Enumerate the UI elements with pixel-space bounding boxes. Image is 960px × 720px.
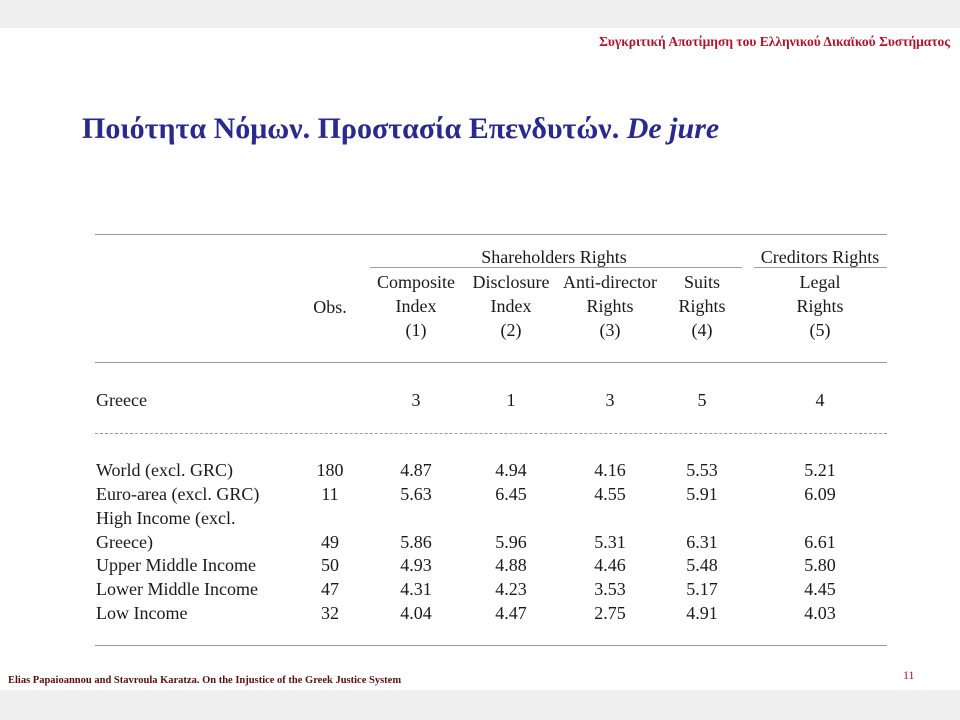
col1-header-line2: Index	[395, 296, 437, 316]
row-world-obs: 180	[316, 460, 344, 480]
row-upper-middle-cell-1: 4.93	[400, 555, 432, 575]
greece-cell-1: 3	[411, 390, 421, 410]
col2-header-line3: (2)	[500, 320, 522, 340]
row-high-income-label: High Income (excl.	[96, 508, 236, 528]
slide-title-italic: De jure	[626, 112, 720, 145]
row-euro-cell-4: 5.91	[686, 484, 718, 504]
col2-header-line1: Disclosure	[472, 272, 550, 292]
row-euro-obs: 11	[321, 484, 339, 504]
row-high-income-cell-4: 6.31	[686, 532, 718, 552]
row-low-income-obs: 32	[321, 603, 339, 623]
footer-authors: Elias Papaioannou and Stavroula Karatza. On the Injustice of the Greek Justice System	[8, 675, 402, 686]
row-upper-middle-cell-2: 4.88	[495, 555, 527, 575]
page-number: 11	[903, 668, 915, 682]
row-high-income-cell-5: 6.61	[804, 532, 836, 552]
table-bottom-rule	[95, 645, 887, 646]
col3-header-line3: (3)	[599, 320, 621, 340]
row-high-income-obs: 49	[321, 532, 339, 552]
table-top-rule	[95, 234, 887, 235]
row-lower-middle-label: Lower Middle Income	[96, 579, 258, 599]
row-high-income-cell-1: 5.86	[400, 532, 432, 552]
shareholders-group-header: Shareholders Rights	[481, 247, 627, 267]
row-euro-label: Euro-area (excl. GRC)	[96, 484, 260, 504]
row-lower-middle-cell-3: 3.53	[594, 579, 626, 599]
greece-cell-2: 1	[506, 390, 516, 410]
row-world-label: World (excl. GRC)	[96, 460, 234, 480]
bottom-band	[0, 690, 960, 720]
greece-cell-3: 3	[605, 390, 615, 410]
row-world-cell-2: 4.94	[495, 460, 527, 480]
col4-header-line1: Suits	[683, 272, 721, 292]
obs-header: Obs.	[313, 297, 347, 317]
row-lower-middle-cell-4: 5.17	[686, 579, 718, 599]
greece-cell-4: 5	[697, 390, 707, 410]
row-low-income-cell-3: 2.75	[594, 603, 626, 623]
col1-header-line3: (1)	[405, 320, 427, 340]
col1-header-line1: Composite	[376, 272, 456, 292]
row-world-cell-1: 4.87	[400, 460, 432, 480]
row-low-income-cell-4: 4.91	[686, 603, 718, 623]
row-lower-middle-cell-1: 4.31	[400, 579, 432, 599]
row-world-cell-3: 4.16	[594, 460, 626, 480]
row-upper-middle-cell-3: 4.46	[594, 555, 626, 575]
col5-header-line3: (5)	[809, 320, 831, 340]
row-world-cell-5: 5.21	[804, 460, 836, 480]
row-lower-middle-cell-2: 4.23	[495, 579, 527, 599]
greece-row-label: Greece	[96, 390, 147, 410]
row-euro-cell-1: 5.63	[400, 484, 432, 504]
col2-header-line2: Index	[490, 296, 532, 316]
slide-title	[82, 112, 719, 146]
col4-header-line3: (4)	[691, 320, 713, 340]
row-euro-cell-2: 6.45	[495, 484, 527, 504]
row-world-cell-4: 5.53	[686, 460, 718, 480]
row-low-income-cell-5: 4.03	[804, 603, 836, 623]
col4-header-line2: Rights	[678, 296, 726, 316]
row-low-income-cell-1: 4.04	[400, 603, 432, 623]
header-bottom-rule	[95, 362, 887, 363]
slide-title-main: Ποιότητα Νόμων. Προστασία Επενδυτών.	[82, 112, 620, 145]
col5-header-line2: Rights	[796, 296, 844, 316]
row-upper-middle-cell-5: 5.80	[804, 555, 836, 575]
greece-separator	[95, 433, 887, 434]
greece-cell-5: 4	[815, 390, 825, 410]
row-lower-middle-obs: 47	[321, 579, 339, 599]
row-upper-middle-cell-4: 5.48	[686, 555, 718, 575]
row-high-income-label-2: Greece)	[96, 532, 153, 552]
row-upper-middle-obs: 50	[321, 555, 339, 575]
row-high-income-cell-3: 5.31	[594, 532, 626, 552]
col3-header-line1: Anti-director	[563, 272, 657, 292]
row-low-income-label: Low Income	[96, 603, 188, 623]
row-euro-cell-5: 6.09	[804, 484, 836, 504]
row-high-income-cell-2: 5.96	[495, 532, 527, 552]
col5-header-line1: Legal	[799, 272, 841, 292]
row-lower-middle-cell-5: 4.45	[804, 579, 836, 599]
header-title: Συγκριτική Αποτίμηση του Ελληνικού Δικαϊκού Συστήματος	[599, 34, 950, 49]
creditors-group-header: Creditors Rights	[760, 247, 880, 267]
col3-header-line2: Rights	[586, 296, 634, 316]
top-band	[0, 0, 960, 28]
row-low-income-cell-2: 4.47	[495, 603, 527, 623]
row-upper-middle-label: Upper Middle Income	[96, 555, 256, 575]
row-euro-cell-3: 4.55	[594, 484, 626, 504]
